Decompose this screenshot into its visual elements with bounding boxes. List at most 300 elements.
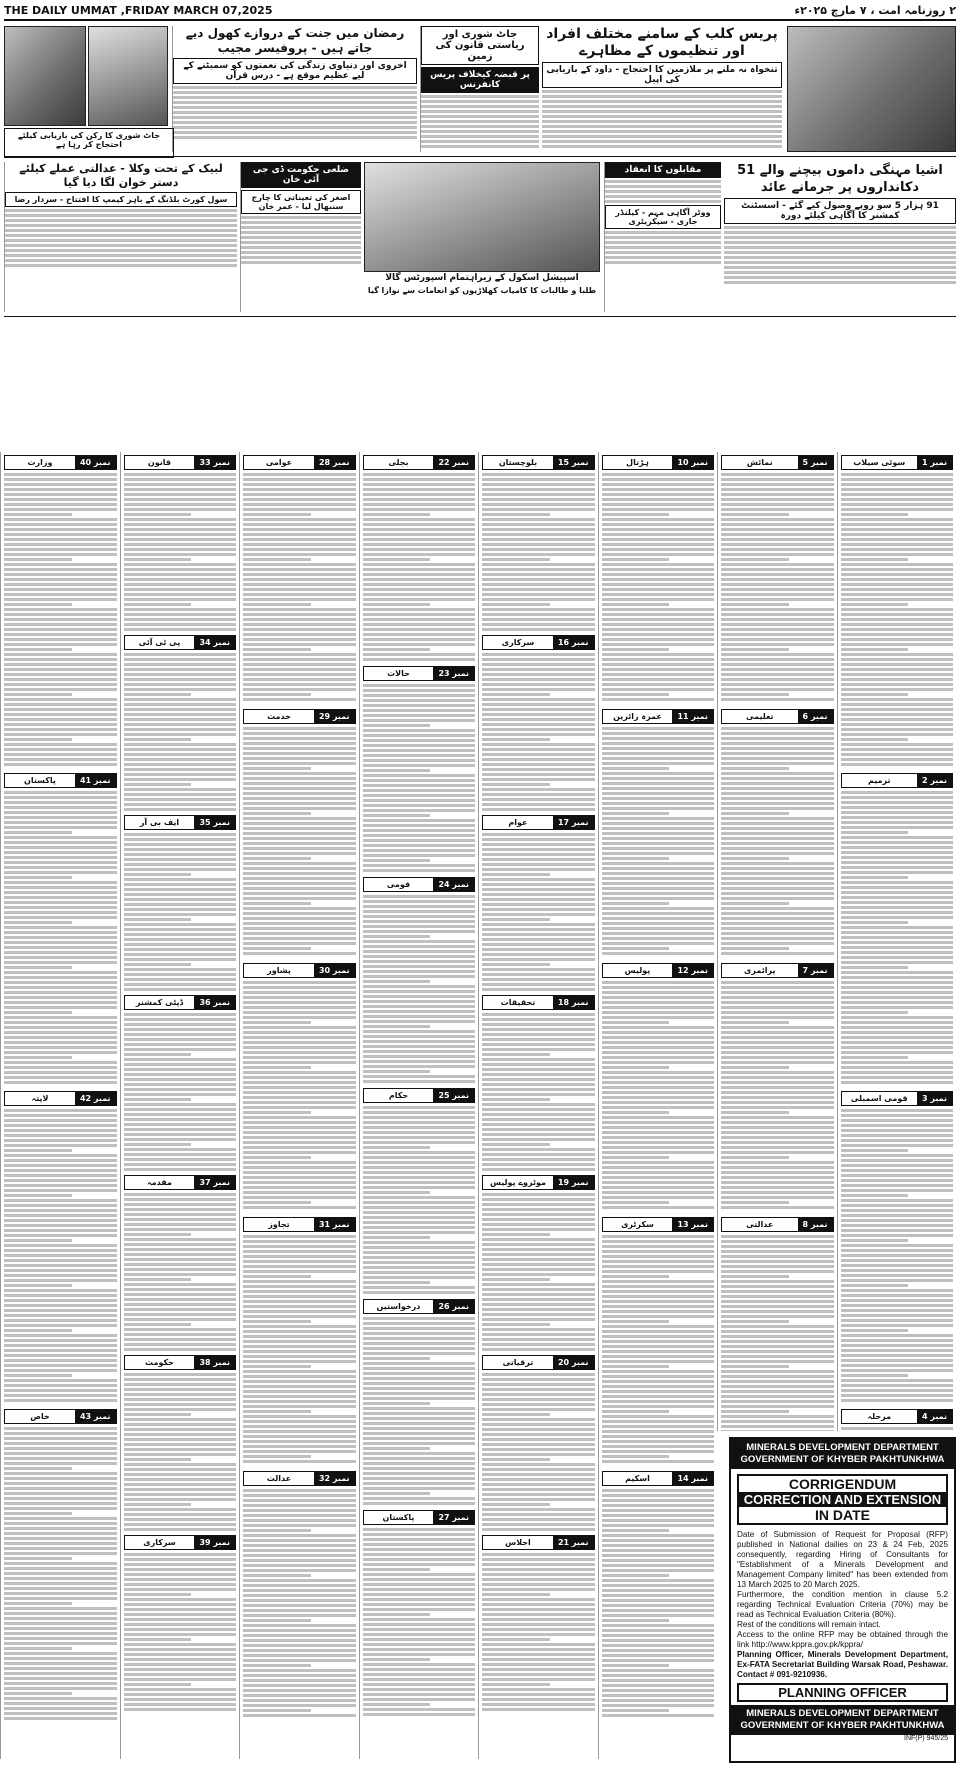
text-line [482, 1263, 595, 1266]
mid-story-4 [240, 162, 361, 312]
text-line [363, 769, 431, 772]
text-line [4, 1036, 117, 1039]
text-line [4, 1717, 117, 1720]
news-column [837, 452, 957, 1431]
text-line [721, 1395, 834, 1398]
news-item [482, 1352, 595, 1532]
text-line [243, 518, 356, 521]
text-line [4, 801, 117, 804]
text-line [602, 1355, 715, 1358]
text-line [243, 1549, 356, 1552]
text-line [363, 970, 476, 973]
text-line [841, 1339, 954, 1342]
text-line [124, 1273, 237, 1276]
text-line [841, 906, 954, 909]
text-line [721, 947, 789, 950]
text-line [602, 1425, 715, 1428]
text-line [4, 861, 117, 864]
text-line [841, 1011, 909, 1014]
ad-body-para-5: Planning Officer, Minerals Development Department, Ex-FATA Secretariat Building Warsak Road, Peshawar. Contact # 091-9210936. [737, 1650, 948, 1679]
text-line [721, 568, 834, 571]
text-line [243, 1440, 356, 1443]
text-line [363, 1568, 431, 1571]
text-line [243, 1375, 356, 1378]
news-item-title: عمرہ زائرین [603, 710, 673, 723]
text-line [4, 791, 117, 794]
text-line [124, 1523, 237, 1526]
text-line [363, 648, 431, 651]
text-line [602, 1529, 670, 1532]
text-line [243, 683, 356, 686]
text-line [482, 493, 595, 496]
text-line [4, 1487, 117, 1490]
text-line [841, 498, 954, 501]
text-line [721, 1235, 834, 1238]
text-line [721, 1280, 834, 1283]
text-line [243, 1430, 356, 1433]
text-line [482, 808, 595, 811]
text-line [4, 1279, 117, 1282]
text-line [363, 1156, 476, 1159]
text-line [721, 996, 834, 999]
text-line [363, 1407, 476, 1410]
text-line [4, 906, 117, 909]
news-item-header [243, 455, 356, 470]
text-line [243, 1031, 356, 1034]
news-item [243, 452, 356, 706]
text-line [363, 1146, 431, 1149]
text-line [482, 603, 550, 606]
text-line [482, 1248, 595, 1251]
text-line [363, 905, 476, 908]
text-line [721, 872, 834, 875]
mid-story-5-headline: لبیک کے تحت وکلا - عدالتی عملے کیلئے دستر خوان لگا دیا گیا [19, 162, 223, 189]
text-line [363, 1623, 476, 1626]
news-item [363, 663, 476, 874]
text-line [602, 1514, 715, 1517]
text-line [124, 1133, 237, 1136]
text-line [243, 1270, 356, 1273]
text-line [243, 867, 356, 870]
text-line [841, 678, 954, 681]
text-line [243, 1524, 356, 1527]
news-item [363, 874, 476, 1085]
text-line [124, 498, 237, 501]
text-line [721, 1171, 834, 1174]
text-line [721, 877, 834, 880]
text-line [841, 1149, 909, 1152]
text-line [124, 1083, 237, 1086]
text-line [4, 1512, 72, 1515]
text-line [4, 901, 117, 904]
news-item-header [243, 1217, 356, 1232]
text-line [602, 623, 715, 626]
text-line [841, 1224, 954, 1227]
text-line [482, 1663, 595, 1666]
text-line [482, 803, 595, 806]
text-line [841, 1354, 954, 1357]
text-line [124, 978, 237, 981]
text-line [602, 1704, 715, 1707]
text-line [482, 1268, 595, 1271]
text-line [721, 1151, 834, 1154]
text-line [363, 910, 476, 913]
text-line [482, 1408, 595, 1411]
text-line [482, 1253, 595, 1256]
text-line [721, 508, 834, 511]
news-item [482, 812, 595, 992]
text-line [482, 1378, 595, 1381]
text-line [243, 1026, 356, 1029]
text-line [602, 1674, 715, 1677]
text-line [4, 583, 117, 586]
text-line [482, 1133, 595, 1136]
text-line [721, 1156, 789, 1159]
text-line [243, 807, 356, 810]
text-line [124, 1048, 237, 1051]
text-line [243, 1390, 356, 1393]
text-line [363, 859, 431, 862]
text-line [4, 1324, 117, 1327]
news-item-header [482, 635, 595, 650]
text-line [363, 940, 476, 943]
text-line [721, 658, 834, 661]
text-line [363, 473, 476, 476]
text-line [482, 1453, 595, 1456]
text-line [721, 1240, 834, 1243]
text-line [243, 782, 356, 785]
text-line [363, 488, 476, 491]
text-line [602, 787, 715, 790]
text-line [841, 488, 954, 491]
text-line [4, 1259, 117, 1262]
text-line [721, 1041, 834, 1044]
text-line [4, 811, 117, 814]
news-item [602, 452, 715, 706]
news-item-number: نمبر 31 [314, 1218, 355, 1231]
news-item-number: نمبر 26 [433, 1300, 474, 1313]
text-line [482, 628, 595, 631]
text-line [721, 593, 834, 596]
text-line [4, 1239, 72, 1242]
text-line [721, 1206, 834, 1209]
text-line [602, 1011, 715, 1014]
text-line [602, 737, 715, 740]
top-story-2-headline: جاٹ شوری اور ریاستی قانون کی زمین [421, 26, 539, 65]
text-line [482, 598, 595, 601]
text-line [243, 1380, 356, 1383]
text-line [482, 538, 595, 541]
text-line [243, 1071, 356, 1074]
text-line [124, 858, 237, 861]
text-line [243, 498, 356, 501]
text-line [482, 1393, 595, 1396]
text-line [721, 513, 789, 516]
top-story-3 [172, 26, 417, 152]
text-line [124, 1258, 237, 1261]
text-line [363, 1482, 476, 1485]
text-line [841, 563, 954, 566]
news-item [363, 452, 476, 663]
text-line [721, 698, 834, 701]
text-line [721, 827, 834, 830]
text-line [243, 653, 356, 656]
text-line [482, 728, 595, 731]
text-line [841, 493, 954, 496]
text-line [124, 928, 237, 931]
text-line [482, 1508, 595, 1511]
ad-corrigendum-title: CORRIGENDUM [788, 1476, 897, 1492]
text-line [482, 793, 595, 796]
text-line [243, 1509, 356, 1512]
text-line [363, 1643, 476, 1646]
text-line [124, 863, 237, 866]
text-line [363, 684, 476, 687]
text-line [721, 1121, 834, 1124]
text-line [243, 508, 356, 511]
text-line [363, 608, 476, 611]
news-item-number: نمبر 37 [194, 1176, 235, 1189]
text-line [243, 523, 356, 526]
text-line [602, 1450, 715, 1453]
text-line [124, 1583, 237, 1586]
news-item-header [482, 455, 595, 470]
text-line [124, 1028, 237, 1031]
news-item [602, 960, 715, 1214]
text-line [363, 1000, 476, 1003]
text-line [841, 503, 954, 506]
text-line [4, 1114, 117, 1117]
text-line [363, 1392, 476, 1395]
text-line [363, 1377, 476, 1380]
text-line [721, 847, 834, 850]
news-item-header [841, 1409, 954, 1424]
text-line [243, 1206, 356, 1209]
text-line [482, 1103, 595, 1106]
text-line [602, 747, 715, 750]
text-line [482, 1553, 595, 1556]
news-item [124, 632, 237, 812]
text-line [841, 1109, 954, 1112]
text-line [482, 593, 595, 596]
text-line [124, 1403, 237, 1406]
text-line [363, 1337, 476, 1340]
text-line [124, 1023, 237, 1026]
text-line [721, 772, 834, 775]
text-line [602, 483, 715, 486]
text-line [721, 598, 834, 601]
text-line [841, 866, 954, 869]
text-line [4, 1532, 117, 1535]
text-line [124, 1443, 237, 1446]
text-line [482, 753, 595, 756]
text-line [482, 1403, 595, 1406]
text-line [124, 563, 237, 566]
text-line [841, 836, 954, 839]
news-item-number: نمبر 7 [798, 964, 833, 977]
text-line [602, 892, 715, 895]
text-line [4, 628, 117, 631]
text-line [841, 753, 954, 756]
text-line [721, 897, 834, 900]
news-column [598, 452, 718, 1759]
text-line [363, 869, 476, 872]
text-line [721, 628, 834, 631]
text-line [243, 1036, 356, 1039]
text-line [602, 1524, 715, 1527]
text-line [243, 991, 356, 994]
news-item-header [124, 455, 237, 470]
text-line [243, 1664, 311, 1667]
text-line [841, 1389, 954, 1392]
text-line [482, 743, 595, 746]
text-line [721, 533, 834, 536]
text-line [841, 956, 954, 959]
text-line [841, 743, 954, 746]
text-line [243, 1365, 311, 1368]
text-line [4, 986, 117, 989]
text-line [124, 1423, 237, 1426]
text-line [482, 1648, 595, 1651]
text-line [243, 658, 356, 661]
text-line [124, 1123, 237, 1126]
text-line [243, 1569, 356, 1572]
text-line [243, 847, 356, 850]
text-line [4, 1081, 117, 1084]
top-story-1-subhead: تنخواہ نہ ملنے پر ملازمین کا احتجاج - داود کے بازیابی کی اپیل [542, 62, 782, 88]
text-line [124, 1648, 237, 1651]
text-line [243, 1131, 356, 1134]
news-item-header [721, 1217, 834, 1232]
text-line [721, 1021, 789, 1024]
text-line [363, 1442, 476, 1445]
news-item-number: نمبر 19 [553, 1176, 594, 1189]
text-line [363, 1472, 476, 1475]
text-line [124, 543, 237, 546]
news-item-title: عوام [483, 816, 553, 829]
news-item-number: نمبر 42 [75, 1092, 116, 1105]
text-line [124, 1448, 237, 1451]
news-item [363, 1507, 476, 1718]
text-line [841, 896, 954, 899]
text-line [721, 1016, 834, 1019]
text-line [721, 767, 789, 770]
text-line [721, 498, 834, 501]
text-line [721, 842, 834, 845]
text-line [841, 1076, 954, 1079]
news-item-header [124, 1355, 237, 1370]
text-line [124, 1093, 237, 1096]
text-line [4, 876, 72, 879]
text-line [124, 723, 237, 726]
text-line [841, 921, 909, 924]
news-item-header [363, 877, 476, 892]
text-line [4, 738, 72, 741]
text-line [124, 1453, 237, 1456]
text-line [841, 733, 954, 736]
text-line [602, 1375, 715, 1378]
text-line [602, 513, 670, 516]
text-line [124, 483, 237, 486]
text-line [124, 868, 237, 871]
text-line [482, 518, 595, 521]
text-line [124, 1213, 237, 1216]
text-line [4, 1607, 117, 1610]
text-line [124, 1058, 237, 1061]
text-line [721, 573, 834, 576]
text-line [602, 1455, 670, 1458]
text-line [482, 673, 595, 676]
text-line [721, 892, 834, 895]
text-line [124, 1243, 237, 1246]
text-line [243, 1534, 356, 1537]
news-item-number: نمبر 35 [194, 816, 235, 829]
text-line [721, 1380, 834, 1383]
text-line [4, 1264, 117, 1267]
text-line [363, 573, 476, 576]
text-line [482, 948, 595, 951]
text-line [363, 724, 431, 727]
text-line [602, 1151, 715, 1154]
text-line [721, 1186, 834, 1189]
text-line [124, 1668, 237, 1671]
text-line [363, 1382, 476, 1385]
text-line [243, 996, 356, 999]
text-line [602, 1161, 715, 1164]
text-line [841, 693, 909, 696]
text-line [841, 1061, 954, 1064]
text-line [243, 663, 356, 666]
text-line [602, 563, 715, 566]
text-line [4, 1562, 117, 1565]
text-line [721, 1076, 834, 1079]
text-line [721, 1126, 834, 1129]
text-line [482, 973, 595, 976]
text-line [4, 1437, 117, 1440]
text-line [841, 1134, 954, 1137]
news-item-number: نمبر 2 [917, 774, 952, 787]
text-line [363, 1558, 476, 1561]
news-item-number: نمبر 20 [553, 1356, 594, 1369]
text-line [363, 1362, 476, 1365]
text-line [243, 1494, 356, 1497]
text-line [124, 503, 237, 506]
text-line [363, 553, 476, 556]
text-line [721, 1096, 834, 1099]
ad-foot-dept-2: GOVERNMENT OF KHYBER PAKHTUNKHWA [740, 1720, 945, 1731]
text-line [243, 1629, 356, 1632]
text-line [4, 698, 117, 701]
text-line [4, 1026, 117, 1029]
text-line [841, 513, 909, 516]
text-line [602, 1649, 715, 1652]
text-line [602, 613, 715, 616]
text-line [243, 1021, 311, 1024]
text-line [4, 1582, 117, 1585]
text-line [4, 758, 117, 761]
text-line [841, 668, 954, 671]
text-line [482, 1313, 595, 1316]
news-item-title: سرکاری [483, 636, 553, 649]
text-line [124, 798, 237, 801]
text-line [243, 812, 311, 815]
text-line [721, 1325, 834, 1328]
text-line [243, 578, 356, 581]
text-line [602, 1071, 715, 1074]
text-line [841, 1399, 954, 1402]
text-line [363, 578, 476, 581]
text-line [721, 792, 834, 795]
